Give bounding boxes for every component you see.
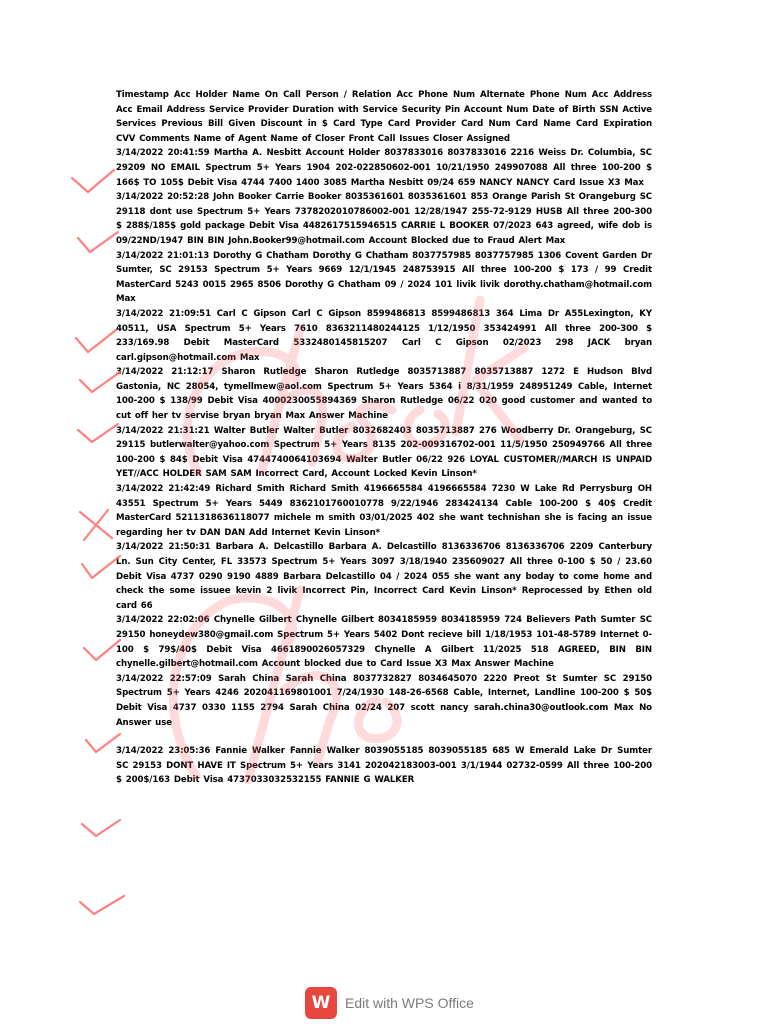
check-mark-icon — [80, 896, 124, 914]
record: 3/14/2022 23:05:36 Fannie Walker Fannie Walker 8039055185 8039055185 685 W Emerald Lake Dr Sumter SC 29153 DONT HAVE IT Spectrum 5+ Years 3141 202042183003-001 3/1/1944 02732-0599 All three 100-200 $ 200$/163 Debit Visa 4737033032532155 FANNIE G WALKER — [116, 746, 652, 786]
document-body — [116, 88, 652, 788]
footer-label: Edit with WPS Office — [345, 995, 474, 1011]
record: 3/14/2022 22:57:09 Sarah China Sarah China 8037732827 8034645070 2220 Preot St Sumter SC 29150 Spectrum 5+ Years 4246 202041169801001 7/24/1930 148-26-6568 Cable, Internet, Landline 100-200 $ 50$ Debit Visa 4737 0330 1155 2794 Sarah China 02/24 207 scott nancy sarah.china30@outlook.com Max No Answer use — [116, 673, 652, 728]
check-mark-icon — [72, 170, 114, 192]
record: 3/14/2022 21:01:13 Dorothy G Chatham Dorothy G Chatham 8037757985 8037757985 1306 Covent Garden Dr Sumter, SC 29153 Spectrum 5+ Years 9669 12/1/1945 248753915 All three 100-200 $ 173 / 99 Credit MasterCard 5243 0015 2965 8506 Dorothy G Chatham 09 / 2024 101 livik livik dorothy.chatham@hotmail.com Max — [116, 250, 652, 305]
check-mark-icon — [82, 556, 120, 578]
record: 3/14/2022 21:31:21 Walter Butler Walter Butler 8032682403 8035713887 276 Woodberry Dr. Orangeburg, SC 29115 butlerwalter@yahoo.com Spectrum 5+ Years 8135 202-009316702-001 11/5/1950 250949766 All three 100-200 $ 84$ Debit Visa 4744740064103694 Walter Butler 06/22 926 LOYAL CUSTOMER//MARCH IS UNPAID YET//ACC HOLDER SAM SAM Incorrect Card, Account Locked Kevin Linson* — [116, 425, 652, 480]
wps-logo-icon: W — [305, 987, 337, 1019]
check-mark-icon — [78, 424, 118, 442]
record: 3/14/2022 20:41:59 Martha A. Nesbitt Account Holder 8037833016 8037833016 2216 Weiss Dr. Columbia, SC 29209 NO EMAIL Spectrum 5+ Years 1904 202-022850602-001 10/21/1950 249907088 All three 100-200 $ 166$ TO 105$ Debit Visa 4744 7400 1400 3085 Martha Nesbitt 09/24 659 NANCY NANCY Card Issue X3 Max — [116, 148, 652, 188]
check-mark-icon — [82, 820, 120, 836]
check-mark-icon — [80, 372, 120, 392]
check-mark-icon — [76, 330, 116, 352]
record: 3/14/2022 21:50:31 Barbara A. Delcastillo Barbara A. Delcastillo 8136336706 8136336706 2209 Canterbury Ln. Sun City Center, FL 33573 Spectrum 5+ Years 3097 3/18/1940 235609027 All three 0-100 $ 50 / 23.60 Debit Visa 4737 0290 9190 4889 Barbara Delcastillo 04 / 2024 055 she want any boday to come home and check the some issuee kevin 2 livik Incorrect Pin, Incorrect Card Kevin Linson* Reprocessed by Ethen old card 66 — [116, 542, 652, 611]
check-mark-icon — [84, 640, 120, 660]
record: 3/14/2022 21:09:51 Carl C Gipson Carl C Gipson 8599486813 8599486813 364 Lima Dr A55Lexington, KY 40511, USA Spectrum 5+ Years 7610 8363211480244125 1/12/1950 353424991 All three 200-300 $ 233/169.98 Debit MasterCard 5332480145815207 Carl C Gipson 02/2023 298 JACK bryan carl.gipson@hotmail.com Max — [116, 308, 652, 363]
column-header: Timestamp Acc Holder Name On Call Person / Relation Acc Phone Num Alternate Phone Num Acc Address Acc Email Address Service Provider Duration with Service Security Pin Account Num Date of Birth SSN Active Services Previous Bill Given Discount in $ Card Type Card Provider Card Num Card Name Card Expiration CVV Comments Name of Agent Name of Closer Front Call Issues Closer Assigned — [116, 90, 652, 144]
record: 3/14/2022 21:12:17 Sharon Rutledge Sharon Rutledge 8035713887 8035713887 1272 E Hudson Blvd Gastonia, NC 28054, tymellmew@aol.com Spectrum 5+ Years 5364 i 8/31/1959 248951249 Cable, Internet 100-200 $ 138/99 Debit Visa 4000230055894369 Sharon Rutledge 06/22 020 good customer and wanted to cut off her tv servise bryan bryan Max Answer Machine — [116, 367, 652, 422]
cross-mark-icon — [80, 510, 112, 540]
record: 3/14/2022 20:52:28 John Booker Carrie Booker 8035361601 8035361601 853 Orange Parish St Orangeburg SC 29118 dont use Spectrum 5+ Years 7378202010786002-001 12/28/1947 255-72-9129 HUSB All three 200-300 $ 288$/185$ gold package Debit Visa 4482617515946515 CARRIE L BOOKER 07/2023 643 agreed, wife dob is 09/22ND/1947 BIN BIN John.Booker99@hotmail.com Account Blocked due to Fraud Alert Max — [116, 192, 652, 246]
record: 3/14/2022 22:02:06 Chynelle Gilbert Chynelle Gilbert 8034185959 8034185959 724 Believers Path Sumter SC 29150 honeydew380@gmail.com Spectrum 5+ Years 5402 Dont recieve bill 1/18/1953 101-48-5789 Internet 0-100 $ 79$/40$ Debit Visa 4661890026057329 Chynelle A Gilbert 11/2025 518 AGREED, BIN BIN chynelle.gilbert@hotmail.com Account blocked due to Card Issue X3 Max Answer Machine — [116, 615, 652, 670]
check-mark-icon — [86, 734, 120, 752]
record: 3/14/2022 21:42:49 Richard Smith Richard Smith 4196665584 4196665584 7230 W Lake Rd Perrysburg OH 43551 Spectrum 5+ Years 5449 8362101760010778 9/22/1946 283424134 Cable 100-200 $ 40$ Credit MasterCard 5211318636118077 michele m smith 03/01/2025 402 she want technishan she is facing an issue regarding her tv DAN DAN Add Internet Kevin Linson* — [116, 484, 652, 538]
check-mark-icon — [78, 232, 118, 252]
wps-footer[interactable] — [305, 986, 474, 1020]
